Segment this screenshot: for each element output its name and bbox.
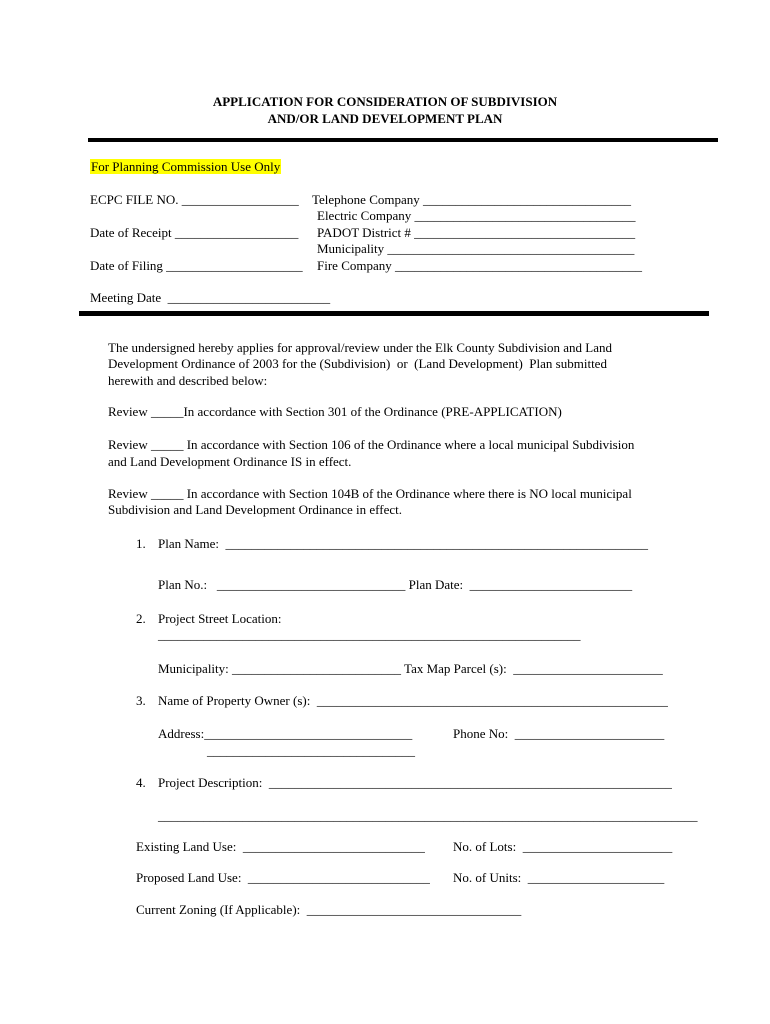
date-of-receipt-field[interactable]: Date of Receipt ___________________ <box>90 225 299 240</box>
ecpc-file-field[interactable]: ECPC FILE NO. __________________ <box>90 192 299 207</box>
page-title-line-2: AND/OR LAND DEVELOPMENT PLAN <box>267 111 503 126</box>
address-line-2-field[interactable]: ________________________________ <box>207 743 415 758</box>
project-description-line-2[interactable]: ___________________________________________________________________________________ <box>158 808 698 823</box>
review-section-104b-line-1[interactable]: Review _____ In accordance with Section 104B of the Ordinance where there is NO local municipal <box>108 486 632 501</box>
project-description-field[interactable]: Project Description: ______________________________________________________________ <box>158 775 672 790</box>
office-use-divider <box>79 311 709 316</box>
review-section-106-line-2: and Land Development Ordinance IS in effect. <box>108 454 352 469</box>
item-number-1: 1. <box>136 536 146 551</box>
review-section-106-line-1[interactable]: Review _____ In accordance with Section 106 of the Ordinance where a local municipal Subdivision <box>108 437 635 452</box>
phone-field[interactable]: Phone No: _______________________ <box>453 726 665 741</box>
street-location-label: Project Street Location: <box>158 611 282 626</box>
proposed-land-use-field[interactable]: Proposed Land Use: ____________________________ <box>136 870 430 885</box>
municipality-parcel-field[interactable]: Municipality: __________________________ Tax Map Parcel (s): _______________________ <box>158 661 663 676</box>
address-field[interactable]: Address:________________________________ <box>158 726 413 741</box>
office-use-label <box>90 159 281 175</box>
page-title-line-1: APPLICATION FOR CONSIDERATION OF SUBDIVISION <box>212 94 558 109</box>
office-municipality-field[interactable]: Municipality ______________________________________ <box>317 241 635 256</box>
item-number-2: 2. <box>136 611 146 626</box>
street-location-field[interactable]: _________________________________________________________________ <box>158 627 581 642</box>
item-number-3: 3. <box>136 693 146 708</box>
existing-land-use-field[interactable]: Existing Land Use: ____________________________ <box>136 839 425 854</box>
padot-district-field[interactable]: PADOT District # __________________________________ <box>317 225 636 240</box>
item-number-4: 4. <box>136 775 146 790</box>
property-owner-field[interactable]: Name of Property Owner (s): ______________________________________________________ <box>158 693 668 708</box>
intro-line-1: The undersigned hereby applies for approval/review under the Elk County Subdivision and Land <box>108 340 612 355</box>
electric-company-field[interactable]: Electric Company __________________________________ <box>317 208 636 223</box>
date-of-filing-field[interactable]: Date of Filing _____________________ <box>90 258 303 273</box>
review-section-104b-line-2: Subdivision and Land Development Ordinance in effect. <box>108 502 402 517</box>
no-of-lots-field[interactable]: No. of Lots: _______________________ <box>453 839 673 854</box>
current-zoning-field[interactable]: Current Zoning (If Applicable): _________________________________ <box>136 902 522 917</box>
plan-name-field[interactable]: Plan Name: _________________________________________________________________ <box>158 536 649 551</box>
no-of-units-field[interactable]: No. of Units: _____________________ <box>453 870 665 885</box>
intro-line-3: herewith and described below: <box>108 373 268 388</box>
office-use-highlight: For Planning Commission Use Only <box>91 159 281 174</box>
meeting-date-field[interactable]: Meeting Date _________________________ <box>90 290 331 305</box>
plan-no-date-field[interactable]: Plan No.: _____________________________ Plan Date: _________________________ <box>158 577 633 592</box>
intro-line-2: Development Ordinance of 2003 for the (Subdivision) or (Land Development) Plan submitted <box>108 356 607 371</box>
telephone-company-field[interactable]: Telephone Company ________________________________ <box>312 192 632 207</box>
review-pre-application[interactable]: Review _____In accordance with Section 301 of the Ordinance (PRE-APPLICATION) <box>108 404 562 419</box>
fire-company-field[interactable]: Fire Company ______________________________________ <box>317 258 642 273</box>
title-divider <box>88 138 718 142</box>
